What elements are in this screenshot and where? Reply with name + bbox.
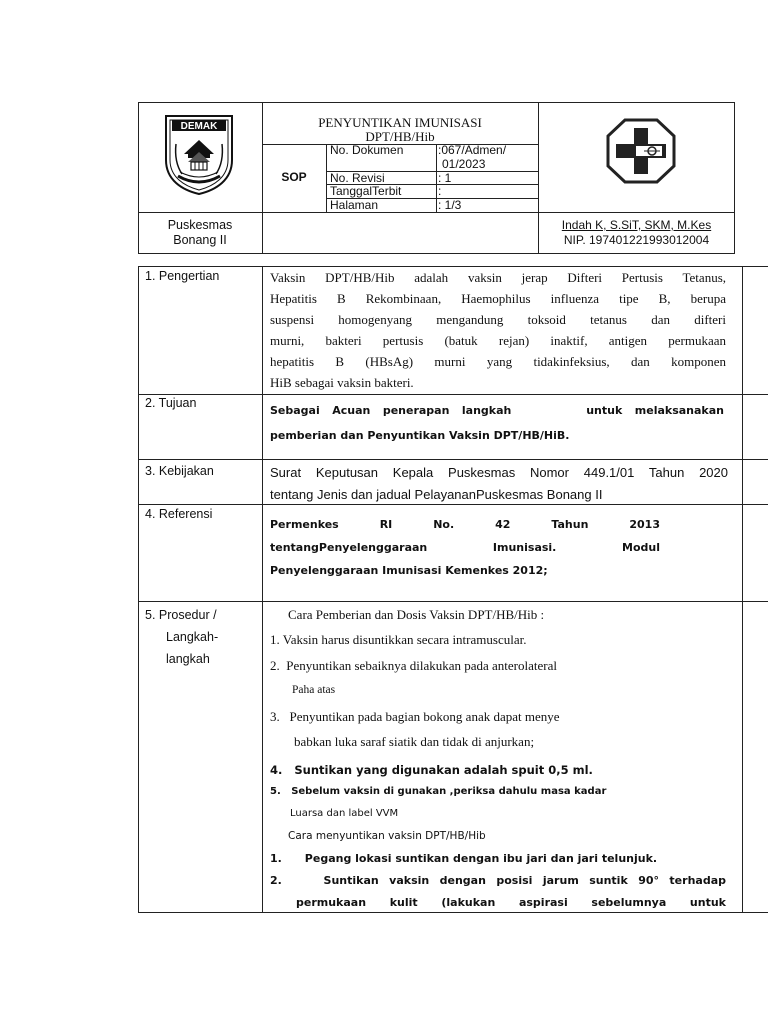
document-title [262, 116, 538, 144]
referensi-text [270, 513, 660, 582]
text-line: Hepatitis B Rekombinaan, Haemophilus influenza tipe B, berupa [270, 291, 726, 306]
prosedur-item-1: 1. Vaksin harus disuntikkan secara intramuscular. [270, 632, 527, 647]
kebijakan-text [270, 462, 728, 506]
title-line-1: PENYUNTIKAN IMUNISASI [318, 115, 482, 130]
header-divider [326, 144, 327, 212]
text-line: permukaan kulit (lakukan aspirasi sebelumnya untuk [296, 896, 726, 909]
prosedur-step-1: 1. Pegang lokasi suntikan dengan ibu jari dan jari telunjuk. [270, 852, 658, 865]
prosedur-item-3: 3. Penyuntikan pada bagian bokong anak dapat menye [270, 709, 560, 724]
prosedur-item-3-cont: babkan luka saraf siatik dan tidak di anjurkan; [294, 734, 535, 749]
prosedur-label-3: langkah [166, 652, 210, 666]
body-divider [138, 601, 768, 602]
meta-value-doc-2: 01/2023 [442, 157, 486, 171]
text-line: Permenkes RI No. 42 Tahun 2013 [270, 518, 660, 531]
text-line: Sebagai Acuan penerapan langkah untuk melaksanakan [270, 404, 724, 417]
sop-label: SOP [281, 170, 307, 184]
meta-value-halaman: : 1/3 [438, 198, 462, 212]
tujuan-text [270, 398, 724, 448]
prosedur-label-2: Langkah- [166, 630, 219, 644]
pengertian-text [270, 267, 726, 393]
prosedur-subheading: Cara menyuntikan vaksin DPT/HB/Hib [288, 830, 486, 842]
prosedur-item-4: 4. Suntikan yang digunakan adalah spuit 0,5 ml. [270, 763, 593, 777]
organization-name [138, 218, 262, 248]
text-line: pemberian dan Penyuntikan Vaksin DPT/HB/HiB. [270, 429, 570, 442]
meta-label-halaman: Halaman [330, 198, 379, 212]
prosedur-heading: Cara Pemberian dan Dosis Vaksin DPT/HB/Hib : [288, 607, 545, 622]
text-line: hepatitis B (HBsAg) murni yang tidakinfeksius, dan komponen [270, 354, 726, 369]
body-divider [742, 266, 743, 913]
text-line: suspensi homogenyang mengandung toksoid tetanus dan difteri [270, 312, 726, 327]
prosedur-item-5: 5. Sebelum vaksin di gunakan ,periksa dahulu masa kadar [270, 786, 607, 797]
text-line: Surat Keputusan Kepala Puskesmas Nomor 449.1/01 Tahun 2020 [270, 465, 728, 480]
signer-name: Indah K, S.SiT, SKM, M.Kes [561, 218, 712, 232]
title-line-2: DPT/HB/Hib [365, 129, 435, 144]
meta-label-doc: No. Dokumen [330, 143, 404, 157]
body-divider [262, 266, 263, 913]
puskesmas-logo-icon [606, 118, 676, 184]
text-line: tentangPenyelenggaraan Imunisasi. Modul [270, 541, 660, 554]
text-line: Vaksin DPT/HB/Hib adalah vaksin jerap Difteri Pertusis Tetanus, [270, 270, 726, 285]
meta-value-revisi: : 1 [438, 171, 452, 185]
org-line-1: Puskesmas [167, 218, 233, 232]
label-prosedur [145, 604, 218, 670]
header-divider [436, 144, 437, 212]
prosedur-step-2 [270, 874, 726, 887]
header-divider [138, 212, 735, 213]
label-pengertian: 1. Pengertian [145, 269, 220, 283]
org-line-2: Bonang II [173, 233, 227, 247]
label-referensi: 4. Referensi [145, 507, 213, 521]
prosedur-step-2-cont [296, 896, 726, 909]
meta-value-doc: :067/Admen/ [438, 143, 507, 157]
label-kebijakan: 3. Kebijakan [145, 464, 214, 478]
prosedur-item-2-cont: Paha atas [292, 684, 336, 696]
signer-nip: NIP. 197401221993012004 [563, 233, 710, 247]
prosedur-label-1: 5. Prosedur / [145, 608, 217, 622]
prosedur-item-2: 2. Penyuntikan sebaiknya dilakukan pada anterolateral [270, 658, 557, 673]
text-line: HiB sebagai vaksin bakteri. [270, 375, 414, 390]
meta-value-terbit: : [438, 184, 442, 198]
text-line: Penyelenggaraan Imunisasi Kemenkes 2012; [270, 564, 548, 577]
text-line: 2. Suntikan vaksin dengan posisi jarum suntik 90° terhadap [270, 874, 726, 887]
logo-text: DEMAK [180, 121, 218, 132]
body-divider [138, 459, 768, 460]
prosedur-item-5-cont: Luarsa dan label VVM [290, 808, 399, 819]
text-line: murni, bakteri pertusis (batuk rejan) inaktif, antigen permukaan [270, 333, 726, 348]
label-tujuan: 2. Tujuan [145, 396, 197, 410]
signer-block [538, 218, 735, 248]
text-line: tentang Jenis dan jadual PelayananPuskesmas Bonang II [270, 487, 603, 502]
meta-label-revisi: No. Revisi [330, 171, 385, 185]
demak-emblem-icon [162, 114, 236, 196]
body-divider [138, 394, 768, 395]
meta-label-terbit: TanggalTerbit [330, 184, 402, 198]
